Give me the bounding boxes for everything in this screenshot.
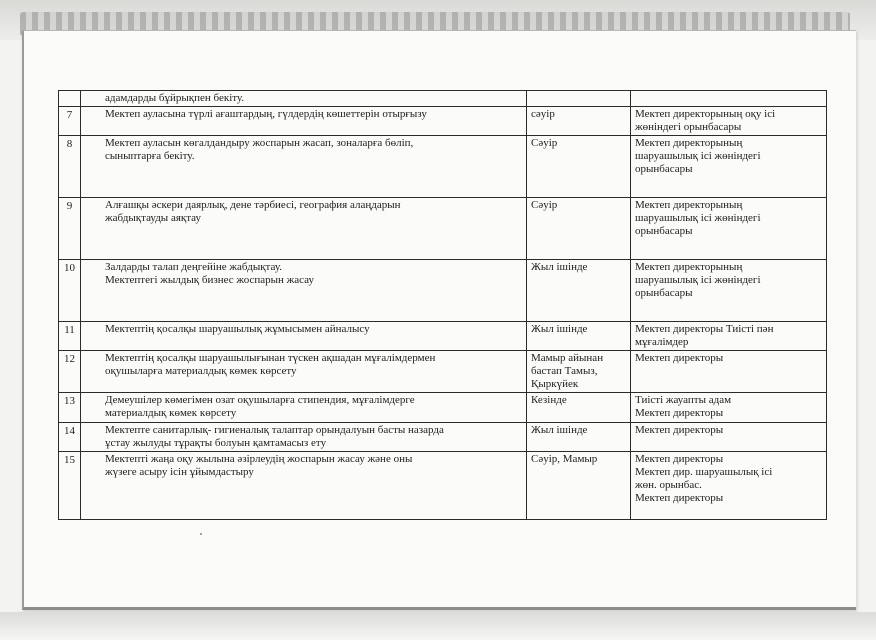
responsible-cell (631, 106, 827, 135)
responsible-cell (631, 350, 827, 392)
deadline-cell (527, 259, 631, 321)
table-row (59, 91, 827, 107)
responsible-line: Мектеп директоры Тиісті пән (635, 322, 774, 335)
responsible-line: шаруашылық ісі жөніндегі (635, 149, 761, 162)
row-number: 14 (59, 422, 81, 451)
row-number: 7 (59, 106, 81, 135)
deadline-line: сәуір (531, 107, 555, 120)
scan-background-bottom (0, 612, 876, 640)
responsible-line: Мектеп директорының (635, 198, 743, 211)
responsible-line: шаруашылық ісі жөніндегі (635, 273, 761, 286)
row-number: 12 (59, 350, 81, 392)
activity-line: оқушыларға материалдық көмек көрсету (105, 364, 297, 377)
responsible-line: жөн. орынбас. (635, 478, 702, 491)
activity-line: Мектепті жаңа оқу жылына әзірлеудің жоспарын жасау және оны (105, 452, 413, 465)
activity-line: Мектептегі жылдық бизнес жоспарын жасау (105, 273, 314, 286)
table-row (59, 350, 827, 392)
deadline-cell (527, 392, 631, 422)
responsible-line: орынбасары (635, 224, 693, 237)
deadline-line: Жыл ішінде (531, 423, 588, 436)
row-number: 13 (59, 392, 81, 422)
deadline-cell (527, 321, 631, 350)
table-row (59, 135, 827, 197)
activity-cell (81, 91, 527, 107)
responsible-cell (631, 259, 827, 321)
deadline-line: Сәуір (531, 136, 558, 149)
responsible-cell (631, 392, 827, 422)
activity-line: Мектептің қосалқы шаруашылық жұмысымен айналысу (105, 322, 370, 335)
deadline-line: Сәуір (531, 198, 558, 211)
activity-cell (81, 106, 527, 135)
deadline-cell (527, 91, 631, 107)
activity-line: Демеушілер көмегімен озат оқушыларға стипендия, мұғалімдерге (105, 393, 415, 406)
activity-cell (81, 197, 527, 259)
table-row (59, 451, 827, 519)
activity-line: Мектеп ауласына түрлі ағаштардың, гүлдердің көшеттерін отырғызу (105, 107, 427, 120)
table-row (59, 392, 827, 422)
activity-cell (81, 451, 527, 519)
responsible-line: Мектеп директоры (635, 452, 724, 465)
responsible-cell (631, 91, 827, 107)
deadline-line: Кезінде (531, 393, 567, 406)
deadline-cell (527, 197, 631, 259)
responsible-cell (631, 422, 827, 451)
deadline-cell (527, 451, 631, 519)
row-number: 15 (59, 451, 81, 519)
responsible-line: Мектеп директорының (635, 260, 743, 273)
deadline-cell (527, 350, 631, 392)
activity-line: ұстау жылуды тұрақты болуын қамтамасыз ету (105, 436, 327, 449)
activity-cell (81, 350, 527, 392)
responsible-line: Мектеп дир. шаруашылық ісі (635, 465, 773, 478)
row-number: 8 (59, 135, 81, 197)
deadline-cell (527, 422, 631, 451)
activity-line: Мектептің қосалқы шаруашылығынан түскен ақшадан мұғалімдермен (105, 351, 436, 364)
responsible-line: мұғалімдер (635, 335, 689, 348)
activity-line: Алғашқы әскери даярлық, дене тәрбиесі, география алаңдарын (105, 198, 401, 211)
activity-cell (81, 422, 527, 451)
deadline-cell (527, 135, 631, 197)
row-number: 9 (59, 197, 81, 259)
activity-line: Мектепте санитарлық- гигиеналық талаптар орындалуын басты назарда (105, 423, 444, 436)
deadline-line: Мамыр айынан (531, 351, 604, 364)
page-speck (200, 533, 202, 535)
deadline-line: бастап Тамыз, (531, 364, 598, 377)
activity-line: Мектеп ауласын көгалдандыру жоспарын жасап, зоналарға бөліп, (105, 136, 414, 149)
responsible-line: Мектеп директоры (635, 406, 724, 419)
responsible-line: Мектеп директоры (635, 491, 724, 504)
responsible-line: Мектеп директорының (635, 136, 743, 149)
responsible-cell (631, 135, 827, 197)
deadline-cell (527, 106, 631, 135)
row-number: 11 (59, 321, 81, 350)
activity-cell (81, 135, 527, 197)
responsible-line: жөніндегі орынбасары (635, 120, 742, 133)
responsible-line: орынбасары (635, 162, 693, 175)
responsible-line: орынбасары (635, 286, 693, 299)
responsible-line: Мектеп директорының оқу ісі (635, 107, 776, 120)
responsible-cell (631, 321, 827, 350)
activity-cell (81, 392, 527, 422)
table-row (59, 259, 827, 321)
responsible-line: Мектеп директоры (635, 351, 724, 364)
plan-table (58, 90, 827, 520)
table-row (59, 321, 827, 350)
deadline-line: Жыл ішінде (531, 322, 588, 335)
activity-line: Залдарды талап деңгейіне жабдықтау. (105, 260, 282, 273)
activity-line: материалдық көмек көрсету (105, 406, 237, 419)
deadline-line: Жыл ішінде (531, 260, 588, 273)
responsible-cell (631, 197, 827, 259)
responsible-line: Мектеп директоры (635, 423, 724, 436)
activity-line: сыныптарға бекіту. (105, 149, 195, 162)
deadline-line: Сәуір, Мамыр (531, 452, 598, 465)
row-number: 10 (59, 259, 81, 321)
activity-cell (81, 259, 527, 321)
responsible-line: шаруашылық ісі жөніндегі (635, 211, 761, 224)
table-row (59, 422, 827, 451)
table-row (59, 106, 827, 135)
activity-line: адамдарды бұйрықпен бекіту. (105, 92, 245, 104)
responsible-line: Тиісті жауапты адам (635, 393, 732, 406)
activity-line: жабдықтауды аяқтау (105, 211, 201, 224)
table-row (59, 197, 827, 259)
row-number (59, 91, 81, 107)
deadline-line: Қыркүйек (531, 377, 579, 390)
activity-line: жүзеге асыру ісін ұйымдастыру (105, 465, 254, 478)
activity-cell (81, 321, 527, 350)
responsible-cell (631, 451, 827, 519)
